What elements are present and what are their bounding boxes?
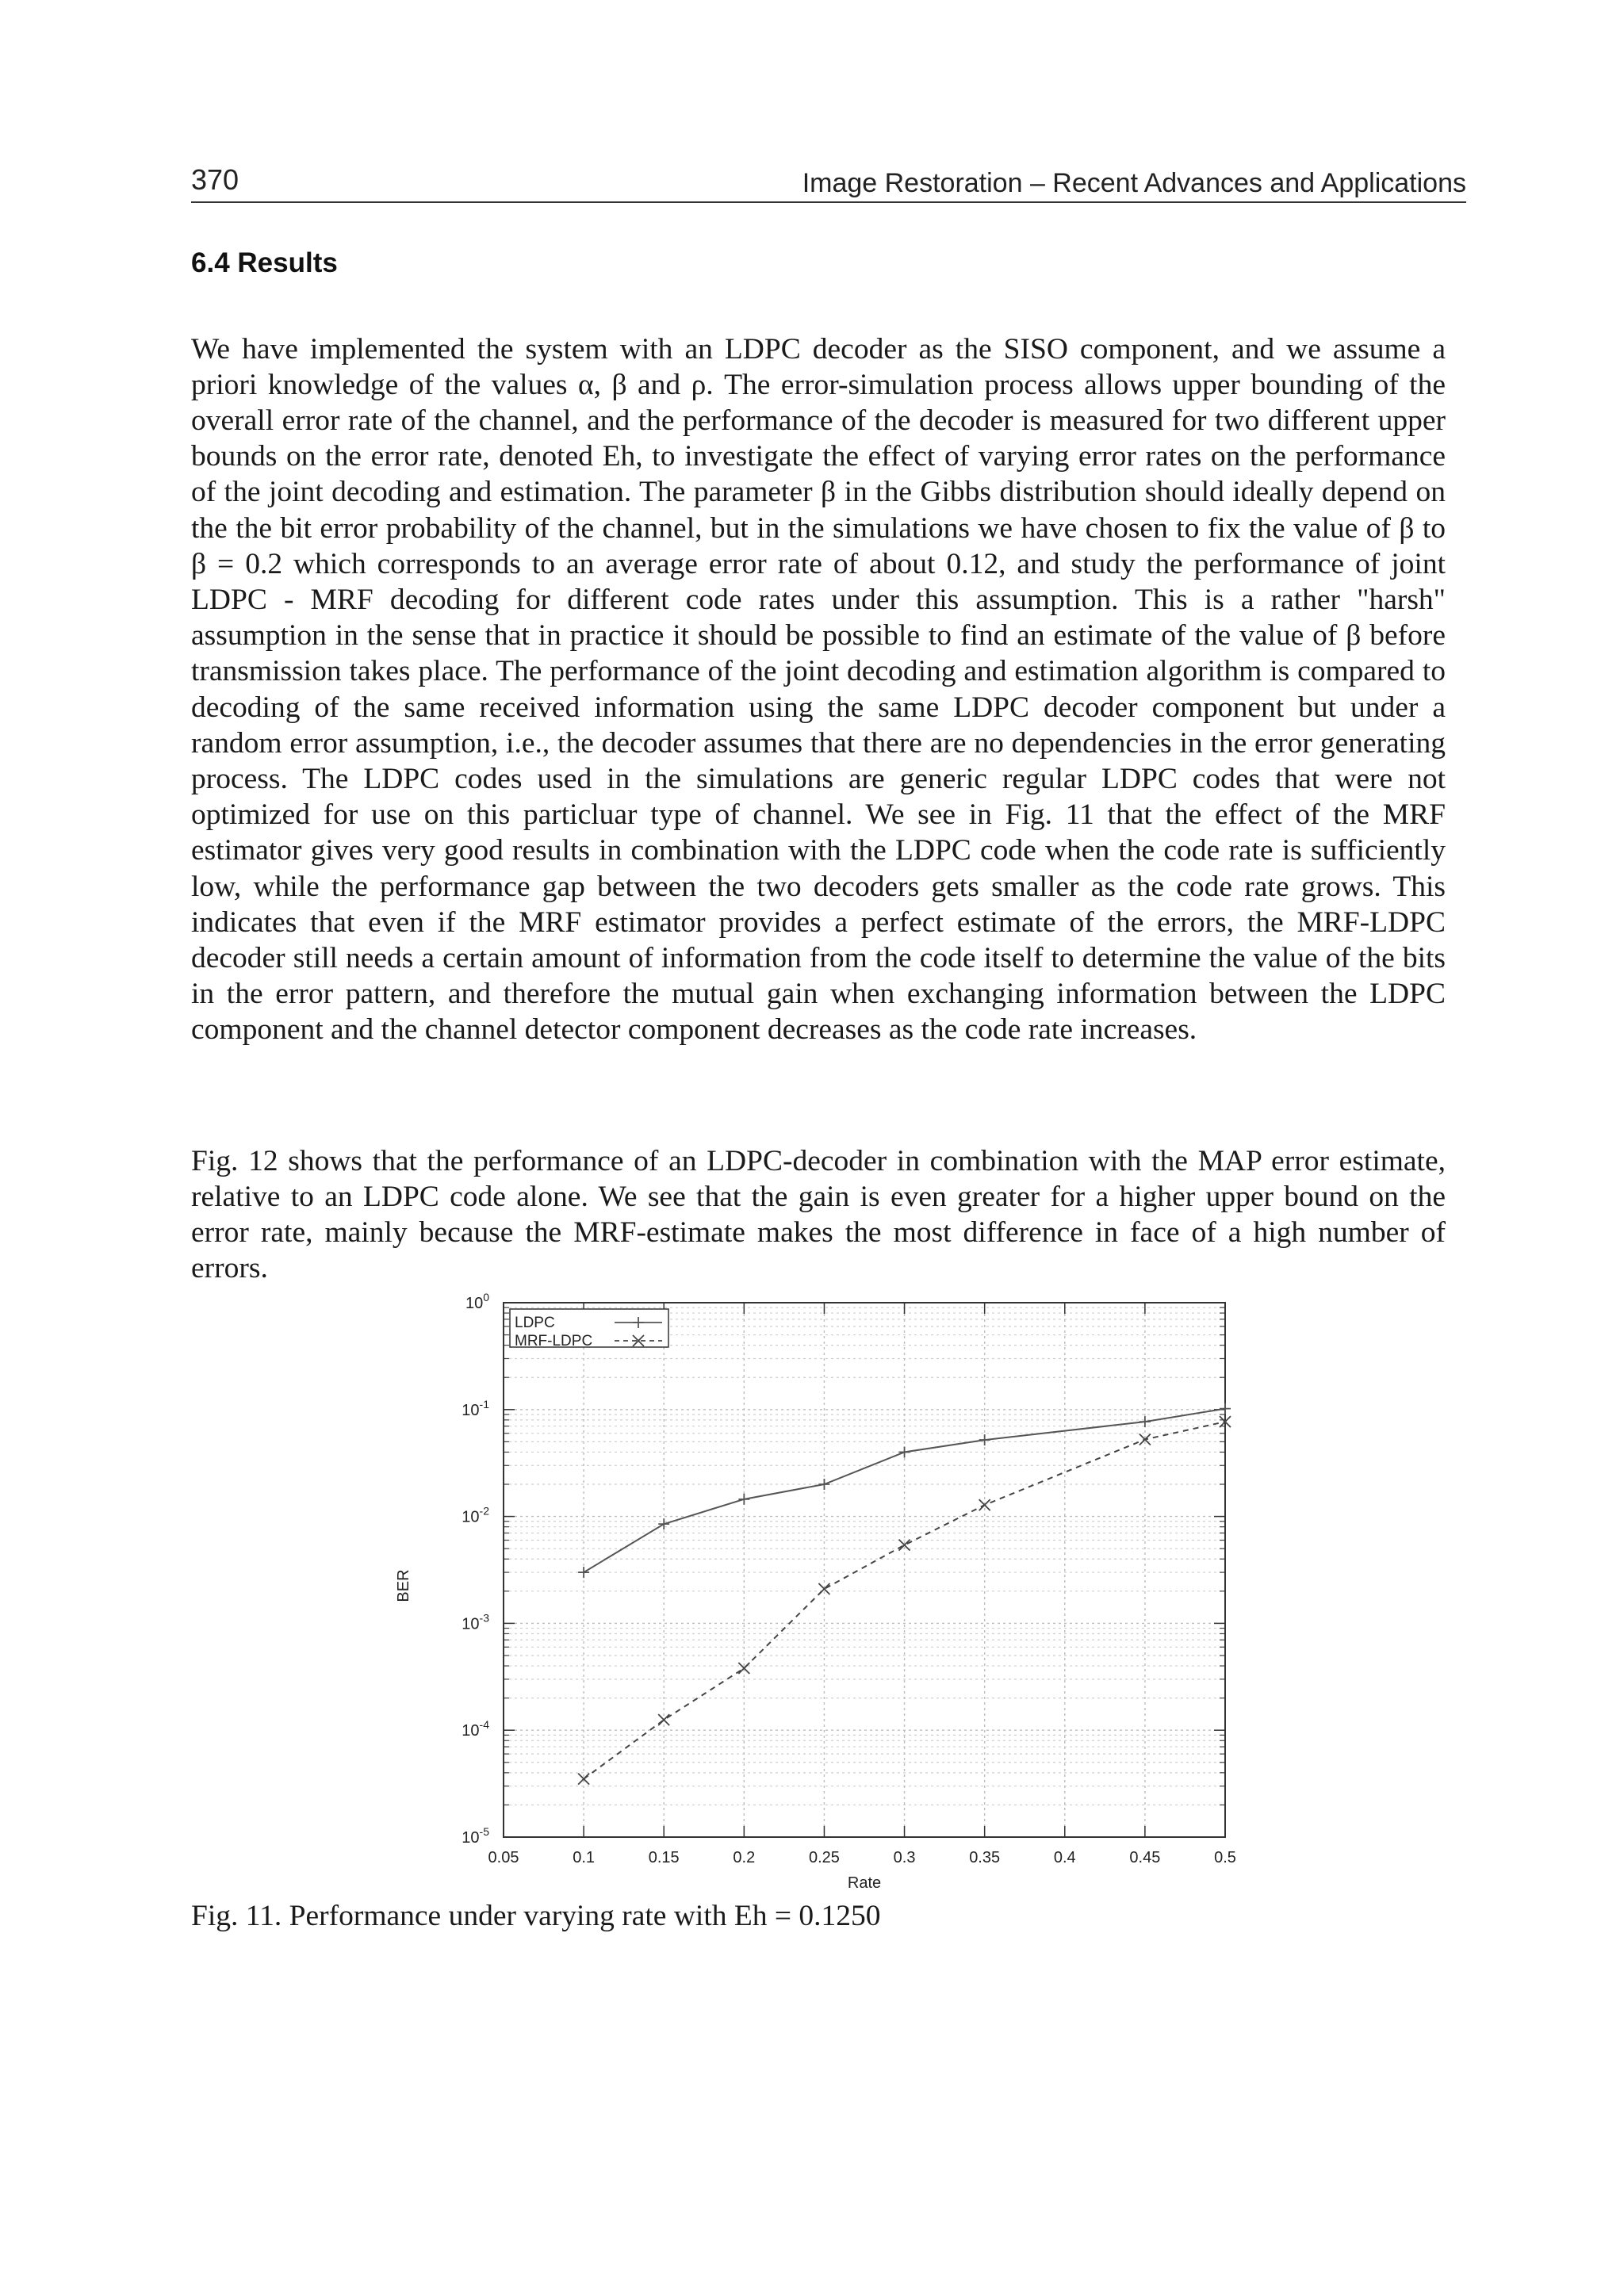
legend-label: LDPC — [515, 1315, 555, 1331]
plot-frame — [504, 1303, 1225, 1837]
x-axis-label: Rate — [847, 1874, 882, 1892]
legend-label: MRF-LDPC — [515, 1333, 593, 1349]
y-tick-label: $10^{-5}$ — [462, 1825, 489, 1847]
data-point-ldpc — [578, 1567, 589, 1578]
x-tick-label: 0.25 — [808, 1849, 840, 1866]
x-tick-label: 0.05 — [488, 1849, 519, 1866]
x-tick-label: 0.1 — [573, 1849, 596, 1866]
figure-caption: Fig. 11. Performance under varying rate with Eh = 0.1250 — [191, 1900, 881, 1932]
x-tick-label: 0.3 — [893, 1849, 916, 1866]
y-tick-label: $10^{-2}$ — [462, 1504, 489, 1526]
data-point-ldpc — [899, 1446, 910, 1457]
y-tick-label: $10^{-4}$ — [462, 1718, 489, 1740]
section-heading: 6.4 Results — [191, 247, 338, 278]
x-tick-label: 0.2 — [733, 1849, 756, 1866]
running-title: Image Restoration – Recent Advances and Applications — [802, 168, 1466, 198]
data-point-ldpc — [1220, 1403, 1231, 1414]
data-point-ldpc — [818, 1479, 829, 1490]
x-tick-label: 0.35 — [969, 1849, 1001, 1866]
y-axis-label: BER — [395, 1569, 412, 1602]
data-point-ldpc — [1139, 1416, 1151, 1427]
ber-vs-rate-chart — [381, 1277, 1253, 1895]
data-point-ldpc — [658, 1518, 669, 1529]
y-tick-label: $10^0$ — [465, 1291, 489, 1312]
paragraph-results: We have implemented the system with an LDPC decoder as the SISO component, and we assume a priori knowledge of the values α, β and ρ. The error-simulation process allows upper bounding of the overall error rate of the channel, and the performance of the decoder is measured for two different upper bounds on the error rate, denoted Eh, to investigate the effect of varying error rates on the performance of the joint decoding and estimation. The parameter β in the Gibbs distribution should ideally depend on the the bit error probability of the channel, but in the simulations we have chosen to fix the value of β to β = 0.2 which corresponds to an average error rate of about 0.12, and study the performance of joint LDPC - MRF decoding for different code rates under this assumption. This is a rather "harsh" assumption in the sense that in practice it should be possible to find an estimate of the value of β before transmission takes place. The performance of the joint decoding and estimation algorithm is compared to decoding of the same received information using the same LDPC decoder component but under a random error assumption, i.e., the decoder assumes that there are no dependencies in the error generating process. The LDPC codes used in the simulations are generic regular LDPC codes that were not optimized for use on this particluar type of channel. We see in Fig. 11 that the effect of the MRF estimator gives very good results in combination with the LDPC code when the code rate is sufficiently low, while the performance gap between the two decoders gets smaller as the code rate grows. This indicates that even if the MRF estimator provides a perfect estimate of the errors, the MRF-LDPC decoder still needs a certain amount of information from the code itself to determine the value of the bits in the error pattern, and therefore the mutual gain when exchanging information between the LDPC component and the channel detector component decreases as the code rate increases. — [191, 332, 1446, 1047]
data-point-ldpc — [738, 1494, 749, 1505]
page-header — [191, 163, 1466, 203]
paragraph-fig12-discussion: Fig. 12 shows that the performance of an LDPC-decoder in combination with the MAP error estimate, relative to an LDPC code alone. We see that the gain is even greater for a higher upper bound on the error rate, mainly because the MRF-estimate makes the most difference in face of a high number of errors. — [191, 1144, 1446, 1285]
data-point-mrf-ldpc — [658, 1714, 669, 1725]
x-tick-label: 0.45 — [1129, 1849, 1161, 1866]
y-tick-label: $10^{-3}$ — [462, 1611, 489, 1633]
x-tick-label: 0.4 — [1053, 1849, 1076, 1866]
y-tick-label: $10^{-1}$ — [462, 1397, 489, 1419]
x-tick-label: 0.5 — [1214, 1849, 1236, 1866]
page-number: 370 — [191, 163, 239, 196]
x-tick-label: 0.15 — [648, 1849, 680, 1866]
data-point-ldpc — [979, 1434, 990, 1445]
